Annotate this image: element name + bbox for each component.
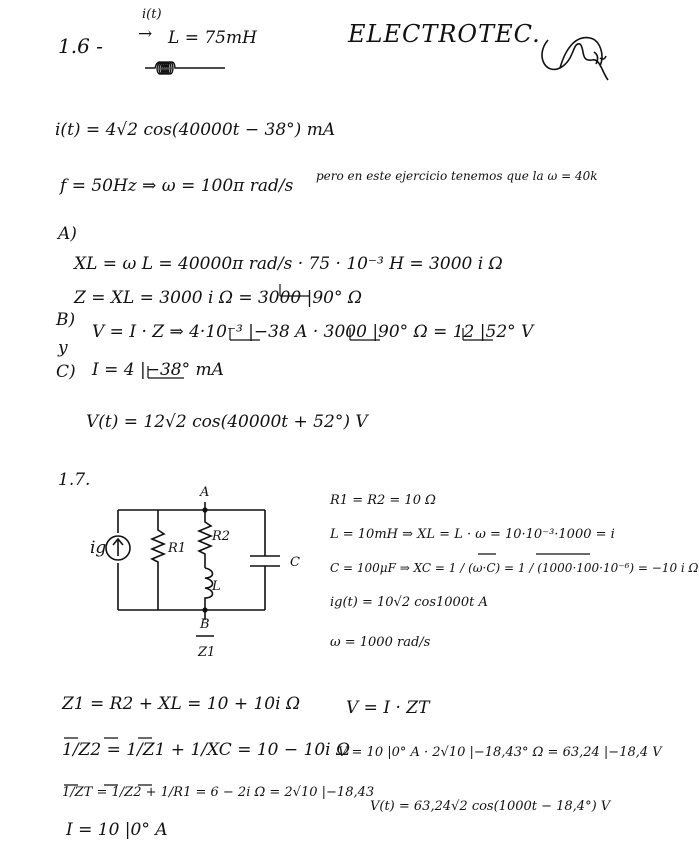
- problem-number-1-7: 1.7.: [58, 470, 91, 490]
- voltage-phasor-result: V = 10 |0° A · 2√10 |−18,43° Ω = 63,24 |−18,4 V: [338, 745, 662, 760]
- current-source-phasor: I = 10 |0° A: [66, 820, 168, 840]
- node-a-label: A: [200, 485, 210, 500]
- inductor-coil-symbol: [145, 62, 225, 74]
- part-a-label: A): [58, 224, 77, 244]
- part-c-label: C): [56, 362, 76, 382]
- current-label: i(t): [142, 7, 162, 22]
- signature: [542, 38, 608, 80]
- c-label: C: [290, 555, 300, 570]
- ohm-law-equation: V = I · ZT: [346, 698, 430, 718]
- frequency-note: pero en este ejercicio tenemos que la ω = 40k: [316, 169, 598, 183]
- given-capacitor: C = 100μF ⇒ XC = 1 / (ω·C) = 1 / (1000·100·10⁻⁶) = −10 i Ω: [330, 561, 699, 575]
- frequency-line: f = 50Hz ⇒ ω = 100π rad/s: [60, 176, 294, 196]
- given-inductor: L = 10mH ⇒ XL = L · ω = 10·10⁻³·1000 = i: [330, 527, 615, 542]
- part-b-y-label: y: [58, 338, 68, 358]
- arrow-icon: →: [138, 24, 153, 44]
- given-source: ig(t) = 10√2 cos1000t A: [330, 595, 488, 610]
- impedance-equation: Z = XL = 3000 i Ω = 3000 |90° Ω: [74, 288, 362, 308]
- current-phasor: I = 4 |−38° mA: [92, 360, 224, 380]
- current-equation: i(t) = 4√2 cos(40000t − 38°) mA: [55, 120, 336, 140]
- page-title: ELECTROTEC.: [348, 20, 541, 48]
- r2-label: R2: [212, 529, 231, 544]
- z1-equation: Z1 = R2 + XL = 10 + 10i Ω: [62, 694, 301, 714]
- l-label: L: [212, 579, 221, 594]
- z2-equation: 1/Z2 = 1/Z1 + 1/XC = 10 − 10i Ω: [62, 740, 351, 760]
- given-resistors: R1 = R2 = 10 Ω: [330, 493, 436, 508]
- node-b-label: B: [200, 617, 210, 632]
- problem-number-1-6: 1.6 -: [58, 34, 103, 58]
- resistor-r1-symbol: [152, 510, 164, 610]
- part-b-label: B): [56, 310, 76, 330]
- inductance-value: L = 75mH: [168, 28, 257, 48]
- z1-label: Z1: [198, 645, 216, 660]
- given-omega: ω = 1000 rad/s: [330, 635, 431, 650]
- voltage-equation: V = I · Z ⇒ 4·10⁻³ |−38 A · 3000 |90° Ω = 12 |52° V: [92, 322, 534, 342]
- circuit-diagram: [106, 502, 280, 636]
- r1-label: R1: [168, 541, 187, 556]
- source-label: ig: [90, 538, 107, 558]
- voltage-time-equation: V(t) = 12√2 cos(40000t + 52°) V: [86, 412, 368, 432]
- resistor-r2-symbol: [199, 510, 211, 568]
- voltage-time-result: V(t) = 63,24√2 cos(1000t − 18,4°) V: [370, 799, 611, 814]
- zt-equation: 1/ZT = 1/Z2 + 1/R1 = 6 − 2i Ω = 2√10 |−18,43: [62, 785, 375, 800]
- reactance-equation: XL = ω L = 40000π rad/s · 75 · 10⁻³ H = 3000 i Ω: [74, 254, 503, 274]
- capacitor-c-symbol: [250, 556, 280, 566]
